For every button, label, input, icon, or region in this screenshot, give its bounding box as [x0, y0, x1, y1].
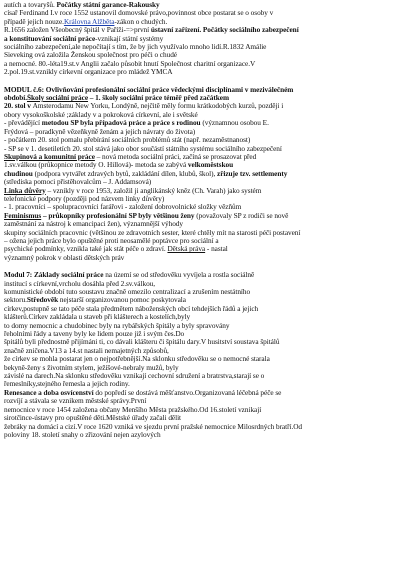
- text-line: [4, 94, 396, 102]
- text-line: Frýdová – poradkyně vězeňkyně ženám a jejich návraty do života): [4, 127, 196, 136]
- text-line: [4, 245, 396, 253]
- inline-heading: Počátky státní garance-Rakousky: [56, 1, 160, 9]
- text-run: Modul 7:: [4, 271, 34, 280]
- text-line: komunistické období tuto soustavu značně omezilo centralizací a zrušením nestátního: [4, 288, 251, 296]
- text-line: [4, 26, 396, 34]
- text-line: církev,postupně se tato péče stala předmětem náboženských obcí tehdejších řádů a jejich: [4, 304, 259, 313]
- text-line: bekyně-ženy s životním stylem, ježíšové-nebraly mužů, byly: [4, 363, 179, 372]
- underlined-heading: Skupinová a komunitní práce: [4, 152, 95, 161]
- text-run: – 1. školy sociální práce téměř před začátkem: [88, 94, 229, 103]
- text-run: období.: [4, 94, 27, 103]
- text-line: klášterů.Církev zakládala u staveb při klášterech a kostelích,byly: [4, 313, 191, 322]
- text-run: (považovaly SP z rodiči se nově: [194, 211, 289, 220]
- text-run: (významnou osobou E.: [200, 119, 269, 128]
- paragraph-gap: [4, 77, 396, 86]
- text-run: 20. stol v: [4, 102, 33, 111]
- text-line: to domy nemocnic a chudobinec byly na rybářských špitály a byly spravovány: [4, 321, 230, 330]
- text-line: [4, 102, 396, 110]
- text-run: na území se od středověku vyvíjela a rostla sociálně: [103, 271, 255, 280]
- text-line: a nemocné. 80.-léta19.st.v Anglii začalo působit hnutí Společnost charitní organizace.V: [4, 59, 256, 68]
- inline-heading: zřizuje tzv. settlementy: [217, 169, 288, 178]
- module-7-section: [4, 271, 396, 439]
- hyperlink[interactable]: Královna Alžběta: [63, 17, 115, 26]
- text-line: – ožena jejich práce bylo opuštěné proti neosamělé poptávce pro sociální a: [4, 236, 219, 245]
- text-run: 1.sv.válkou (průkopnice metody O. Hillová)- metoda se zabývá: [4, 161, 188, 170]
- text-line: - SP se v 1. desetiletích 20. stol stává jako obor součástí státního systému sociálního zabezpečení: [4, 144, 282, 153]
- text-line: [4, 212, 396, 220]
- text-run: autích a tovaryšů.: [4, 1, 57, 9]
- text-line: významný pokrok v oblasti dětských práv: [4, 253, 125, 262]
- text-line: [4, 296, 396, 304]
- text-run: – nová metoda sociální práci, začíná se prosazovat před: [94, 152, 257, 161]
- text-line: sirotčince-ústavy pro opuštěné děti.Městské úřady začali dělit: [4, 414, 182, 423]
- text-line: [4, 187, 396, 195]
- text-run: do popředí se dostává měšťanstvo.Organizovaná léčebná péče se: [93, 388, 282, 397]
- text-line: závislé na darech.Na sklonku středověku vznikají cechovní sdružení a bratrstva,starají se o: [4, 372, 265, 381]
- text-line: císař Ferdinand I.v roce 1552 ustanovil domovské právo,povinnost obce postarat se o osoby v: [4, 9, 274, 18]
- text-run: -vznikají státní systémy: [95, 34, 164, 43]
- text-run: (podpora vytvářet zdravých bytů, zakládání dílen, klubů, škol),: [32, 169, 217, 178]
- text-line: telefonické podpory (později pod názvem linky důvěry): [4, 194, 165, 203]
- text-run: R.1656 založen Všeobecný špitál v Paříži-=>první: [4, 26, 151, 35]
- history-section: [4, 1, 396, 77]
- underlined-term: Dětská práva: [167, 245, 206, 254]
- text-run: - nastal: [205, 245, 228, 254]
- text-line: skupiny sociálních pracovnic (většinou ze zdravotních sester, které chtěly mít na starosti péči postavení: [4, 228, 301, 237]
- text-line: řeholními řády a taveny byly ke lidem pouze již i svým čes.Do: [4, 330, 185, 339]
- text-line: [4, 153, 396, 161]
- text-run: nejstarší organizovanou pomoc poskytovala: [58, 296, 186, 305]
- inline-heading: ústavní zařízení. Počátky sociálního zabezpečení: [150, 26, 299, 35]
- text-line: sociálního zabezpečení,ale nepočítají s tím, že by jich využívalo mnoho lidí.R.1832 Amálie: [4, 43, 267, 52]
- text-line: - 1. pracovníci – spolupracovníci farářovi - založení dobrovolnické složky vězňům: [4, 203, 242, 212]
- inline-heading: Středověk: [26, 296, 59, 305]
- text-line: [4, 119, 396, 127]
- inline-heading: chudinou: [4, 169, 33, 178]
- text-line: obory vysokoškolské ;základy v a pokroková církevní, ale i světské: [4, 110, 198, 119]
- inline-heading: Základy sociální práce: [33, 271, 104, 280]
- text-line: [4, 389, 396, 397]
- module-6-section: [4, 86, 396, 263]
- text-line: institucí s církevní,vrcholu dosáhla před 2.sv.válkou,: [4, 279, 156, 288]
- text-line: řemeslníky,stejného řemesla a jejich rodiny.: [4, 380, 130, 389]
- text-line: značně zničena.V13 a 14.st nastali nemajetných způsobů,: [4, 346, 169, 355]
- text-line: Sieveking ová založila Ženskou společnost pro péči o chudé: [4, 51, 177, 60]
- text-line: špitálů byli přednostně přijímáni ti, co dávali klášteru či špitálu dary.V husitství soustava špitálů: [4, 338, 280, 347]
- text-line: rozvíjí a stávala se vznikem městské správy.První: [4, 397, 147, 406]
- text-line: (střediska pomoci přistěhovalcům – J. Addamsová): [4, 178, 152, 187]
- text-line: zaměstnání za nástroj k emancipaci žen), významnější výhody: [4, 220, 183, 229]
- text-run: - převádějící: [4, 119, 42, 128]
- text-line: [4, 1, 396, 9]
- text-run: sektoru.: [4, 296, 27, 305]
- text-line: nemocnice v roce 1454 založena občany Menšího Města pražského.Od 16.století vznikají: [4, 405, 262, 414]
- text-line: [4, 170, 396, 178]
- text-line: žebráky na domácí a cizí.V roce 1620 vzniká ve sjezdu první pražské nemocnice Milosrdných bratří.Od: [4, 422, 303, 431]
- text-run: -zákon o chudých.: [114, 17, 168, 26]
- inline-heading: metodou SP byla případová práce a práce s rodinou: [41, 119, 201, 128]
- text-line: že církev se mohla postarat jen o nejpotřebnější.Na sklonku středověku se o nemocné starala: [4, 355, 270, 364]
- inline-heading: velkoměstskou: [187, 161, 234, 170]
- text-line: [4, 35, 396, 43]
- underlined-heading: Školy sociální práce: [26, 94, 89, 103]
- text-line: - počátkem 20. stol pomalu přebírání sociálních problémů stát (např. nezaměstnanost): [4, 136, 251, 145]
- inline-heading: Renesance a doba osvícenství: [4, 388, 94, 397]
- underlined-heading: Feminismus: [4, 211, 42, 220]
- paragraph-gap: [4, 262, 396, 271]
- text-run: případě jejich nouze.: [4, 17, 64, 26]
- text-line: [4, 161, 396, 169]
- underlined-heading: Linka důvěry: [4, 186, 46, 195]
- text-line: poloviny 18. století snahy o zřizování nejen azylových: [4, 430, 161, 439]
- text-run: – vznikly v roce 1953, založil ji anglikánský kněz (Ch. Varah) jako systém: [45, 186, 262, 195]
- text-run: psychické podmínky, vznikla také jak stát péče o zdraví.: [4, 245, 168, 254]
- module-heading: MODUL č.6: Ovlivňování profesionální sociální práce vědeckými disciplínami v meziválečném: [4, 85, 294, 94]
- text-run: Amsterodamu New Yorku, Londýně, nejčitě měly formu krátkodobých kurzů, později i: [32, 102, 284, 111]
- text-line: [4, 18, 396, 26]
- inline-heading: a konstituování sociální práce: [4, 34, 96, 43]
- inline-heading: – průkopníky profesionální SP byly většinou ženy: [41, 211, 195, 220]
- text-line: 2.pol.19.st.vznikly církevní organizace pro mládež YMCA: [4, 68, 173, 77]
- module-heading: [4, 271, 396, 279]
